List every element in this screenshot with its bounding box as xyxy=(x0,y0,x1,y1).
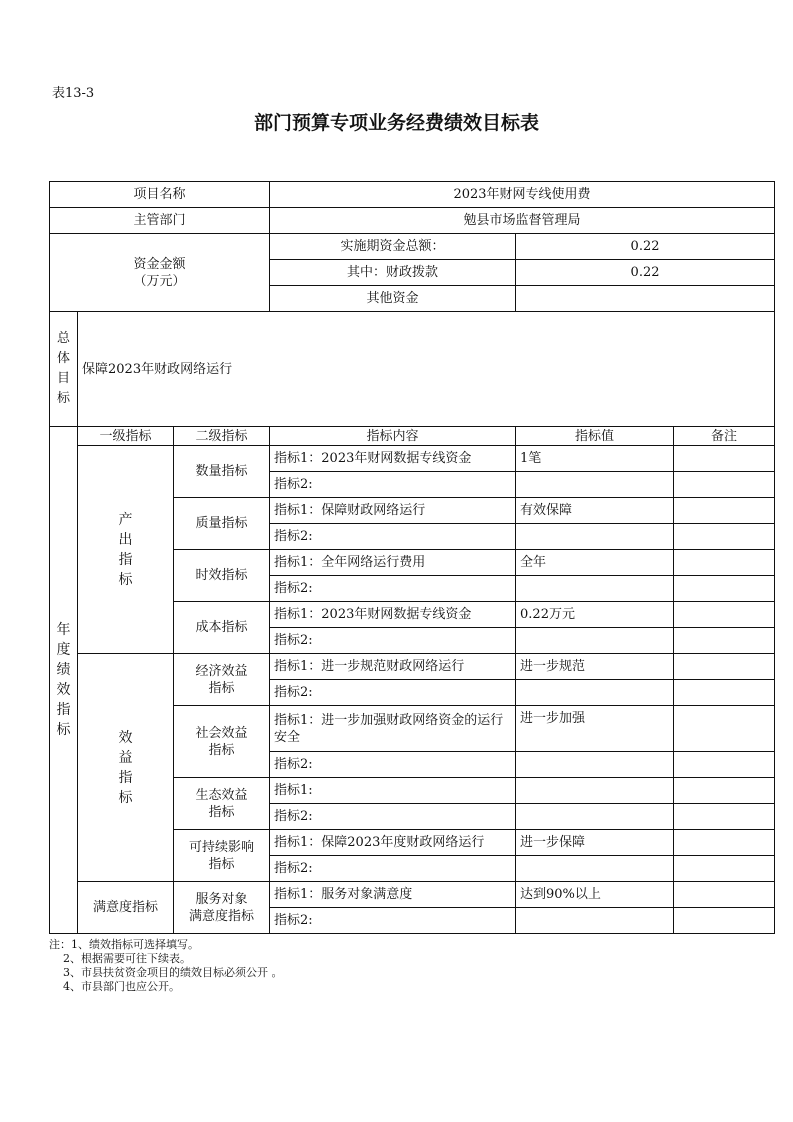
indicator-value xyxy=(516,778,674,804)
indicator-remark xyxy=(674,550,775,576)
benefit-indicators-label: 效 益 指 标 xyxy=(78,654,174,882)
project-name-value: 2023年财网专线使用费 xyxy=(270,182,775,208)
indicator-remark xyxy=(674,752,775,778)
fiscal-fund-label: 其中：财政拨款 xyxy=(270,260,516,286)
table-row xyxy=(50,446,775,472)
indicator-content: 指标1：服务对象满意度 xyxy=(270,882,516,908)
indicator-value: 有效保障 xyxy=(516,498,674,524)
overall-goal-text: 保障2023年财政网络运行 xyxy=(78,312,775,427)
indicator-content: 指标2: xyxy=(270,472,516,498)
indicator-value xyxy=(516,680,674,706)
indicator-remark xyxy=(674,856,775,882)
fund-unit-text: （万元） xyxy=(133,273,186,289)
indicator-value xyxy=(516,472,674,498)
header-content: 指标内容 xyxy=(270,427,516,446)
row-overall-goal xyxy=(50,312,775,427)
indicator-value: 达到90%以上 xyxy=(516,882,674,908)
indicator-value xyxy=(516,752,674,778)
indicator-value: 全年 xyxy=(516,550,674,576)
ecological-indicator-label: 生态效益 指标 xyxy=(174,778,270,830)
header-remark: 备注 xyxy=(674,427,775,446)
indicator-remark xyxy=(674,628,775,654)
indicator-content: 指标2: xyxy=(270,752,516,778)
row-department xyxy=(50,208,775,234)
department-value: 勉县市场监督管理局 xyxy=(270,208,775,234)
indicator-remark xyxy=(674,446,775,472)
fiscal-fund-value: 0.22 xyxy=(516,260,775,286)
indicator-remark xyxy=(674,804,775,830)
table-number: 表13-3 xyxy=(52,86,95,101)
indicator-remark xyxy=(674,680,775,706)
indicator-content: 指标1：2023年财网数据专线资金 xyxy=(270,602,516,628)
indicator-content: 指标1：保障财政网络运行 xyxy=(270,498,516,524)
cost-indicator-label: 成本指标 xyxy=(174,602,270,654)
indicator-content: 指标1：进一步加强财政网络资金的运行安全 xyxy=(270,706,516,752)
indicator-value: 进一步规范 xyxy=(516,654,674,680)
other-fund-label: 其他资金 xyxy=(270,286,516,312)
quality-indicator-label: 质量指标 xyxy=(174,498,270,550)
total-fund-value: 0.22 xyxy=(516,234,775,260)
indicator-content: 指标2: xyxy=(270,908,516,934)
total-fund-label: 实施期资金总额： xyxy=(270,234,516,260)
table-row xyxy=(50,654,775,680)
page-title: 部门预算专项业务经费绩效目标表 xyxy=(253,112,539,134)
indicator-remark xyxy=(674,576,775,602)
indicator-value xyxy=(516,856,674,882)
row-indicator-headers xyxy=(50,427,775,446)
indicator-content: 指标2: xyxy=(270,680,516,706)
indicator-remark xyxy=(674,778,775,804)
indicator-remark xyxy=(674,654,775,680)
indicator-value xyxy=(516,628,674,654)
row-fund-total xyxy=(50,234,775,260)
project-name-label: 项目名称 xyxy=(50,182,270,208)
row-project-name xyxy=(50,182,775,208)
header-level1: 一级指标 xyxy=(78,427,174,446)
indicator-remark xyxy=(674,524,775,550)
indicator-remark xyxy=(674,882,775,908)
satisfaction-indicators-label: 满意度指标 xyxy=(78,882,174,934)
timeliness-indicator-label: 时效指标 xyxy=(174,550,270,602)
indicator-value xyxy=(516,576,674,602)
footnotes xyxy=(49,938,282,994)
indicator-content: 指标1：进一步规范财政网络运行 xyxy=(270,654,516,680)
indicator-value xyxy=(516,524,674,550)
performance-table xyxy=(49,181,775,934)
sustainable-indicator-label: 可持续影响 指标 xyxy=(174,830,270,882)
indicator-content: 指标1：全年网络运行费用 xyxy=(270,550,516,576)
economic-indicator-label: 经济效益 指标 xyxy=(174,654,270,706)
indicator-content: 指标1：保障2023年度财政网络运行 xyxy=(270,830,516,856)
header-level2: 二级指标 xyxy=(174,427,270,446)
indicator-value: 0.22万元 xyxy=(516,602,674,628)
indicator-value xyxy=(516,804,674,830)
indicator-content: 指标2: xyxy=(270,856,516,882)
indicator-content: 指标1：2023年财网数据专线资金 xyxy=(270,446,516,472)
output-indicators-label: 产 出 指 标 xyxy=(78,446,174,654)
department-label: 主管部门 xyxy=(50,208,270,234)
indicator-content: 指标1: xyxy=(270,778,516,804)
indicator-value: 进一步加强 xyxy=(516,706,674,752)
indicator-value: 进一步保障 xyxy=(516,830,674,856)
indicator-content: 指标2: xyxy=(270,628,516,654)
annual-indicators-label: 年 度 绩 效 指 标 xyxy=(50,427,78,934)
footnote-2: 2、根据需要可往下续表。 xyxy=(49,952,191,965)
indicator-remark xyxy=(674,472,775,498)
footnote-4: 4、市县部门也应公开。 xyxy=(49,980,180,993)
table-row xyxy=(50,882,775,908)
footnote-3: 3、市县扶贫资金项目的绩效目标必须公开 。 xyxy=(49,966,283,979)
footnote-1: 注：1、绩效指标可选择填写。 xyxy=(49,938,199,951)
indicator-remark xyxy=(674,498,775,524)
header-value: 指标值 xyxy=(516,427,674,446)
fund-label-text: 资金金额 xyxy=(133,256,186,272)
fund-amount-label xyxy=(50,234,270,312)
indicator-remark xyxy=(674,706,775,752)
quantity-indicator-label: 数量指标 xyxy=(174,446,270,498)
indicator-remark xyxy=(674,602,775,628)
other-fund-value xyxy=(516,286,775,312)
indicator-remark xyxy=(674,830,775,856)
indicator-content: 指标2: xyxy=(270,576,516,602)
overall-goal-label: 总 体 目 标 xyxy=(50,312,78,427)
indicator-value xyxy=(516,908,674,934)
indicator-remark xyxy=(674,908,775,934)
service-satisfaction-label: 服务对象 满意度指标 xyxy=(174,882,270,934)
indicator-content: 指标2: xyxy=(270,804,516,830)
indicator-content: 指标2: xyxy=(270,524,516,550)
social-indicator-label: 社会效益 指标 xyxy=(174,706,270,778)
indicator-value: 1笔 xyxy=(516,446,674,472)
